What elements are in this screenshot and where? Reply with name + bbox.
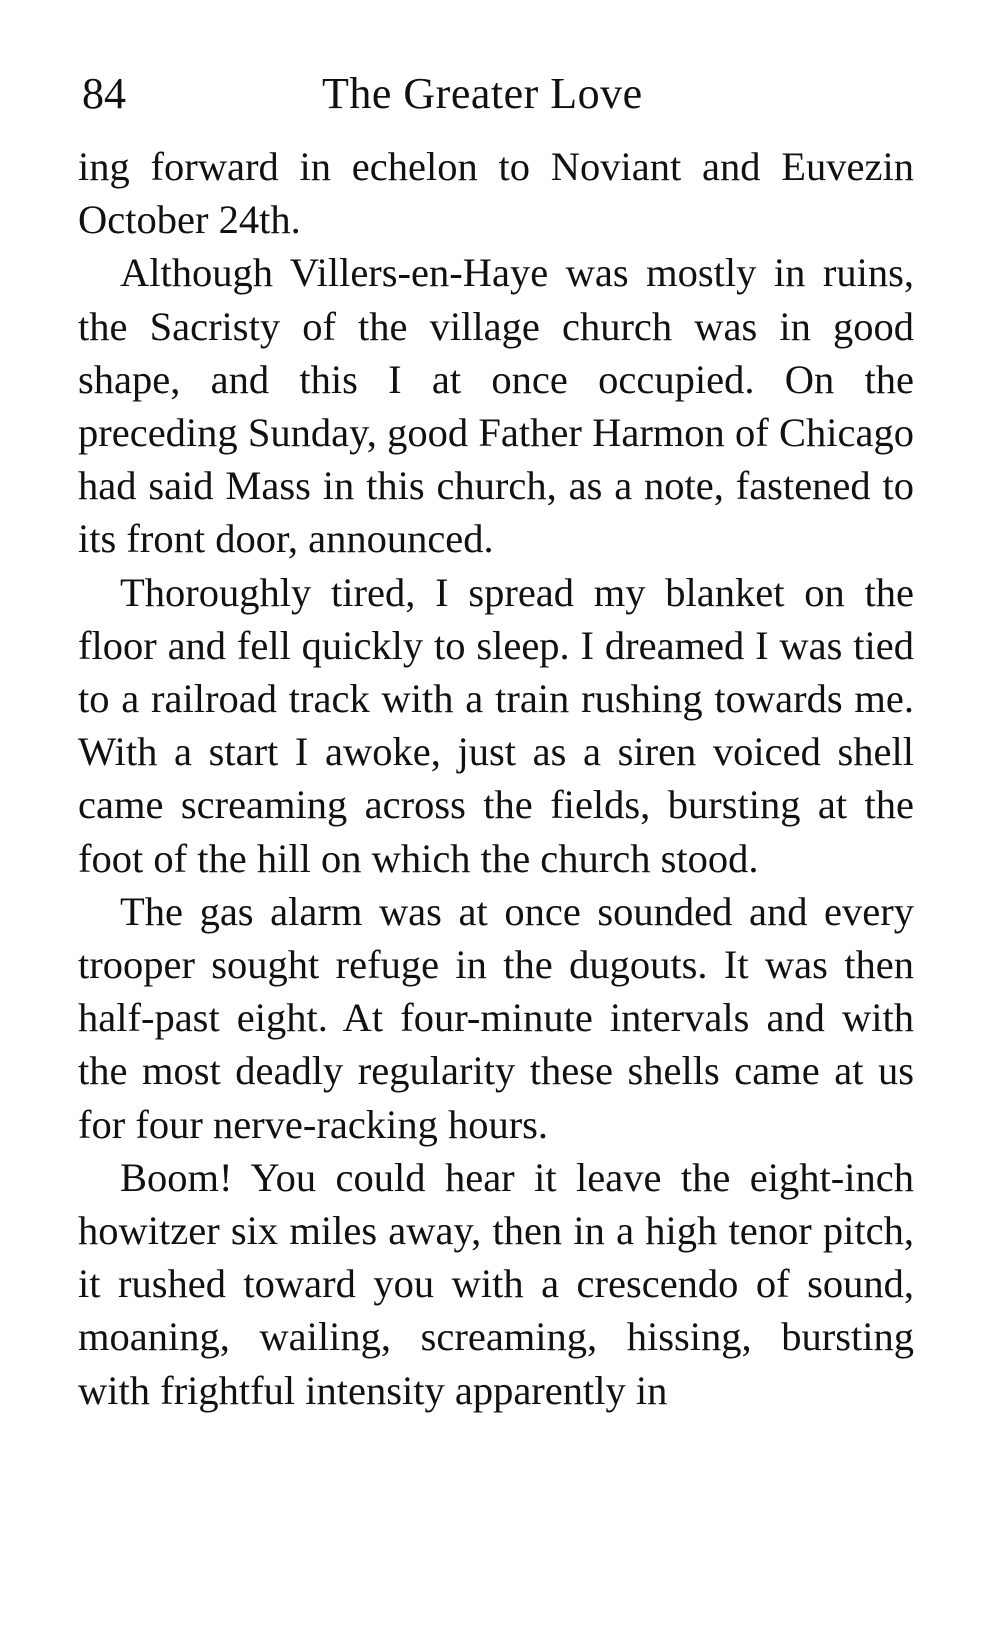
body-text xyxy=(78,140,914,1417)
paragraph: Thoroughly tired, I spread my blanket on the floor and fell quickly to sleep. I dreamed I was tied to a railroad track with a train rushing towards me. With a start I awoke, just as a siren voiced shell came screaming across the fields, bursting at the foot of the hill on which the church stood. xyxy=(78,569,914,881)
page-number: 84 xyxy=(82,69,126,118)
paragraph: The gas alarm was at once sounded and every trooper sought refuge in the dugouts. It was then half-past eight. At four-minute intervals and with the most deadly regularity these shells came at us for four nerve-racking hours. xyxy=(78,888,914,1147)
running-title: The Greater Love xyxy=(322,69,643,118)
paragraph: Although Villers-en-Haye was mostly in ruins, the Sacristy of the village church was in good shape, and this I at once occupied. On the preceding Sunday, good Father Harmon of Chicago had said Mass in this church, as a note, fastened to its front door, announced. xyxy=(78,250,914,562)
paragraph-continued: ing forward in echelon to Noviant and Euvezin October 24th. xyxy=(78,144,914,243)
paragraph: Boom! You could hear it leave the eight-inch howitzer six miles away, then in a high tenor pitch, it rushed toward you with a crescendo of sound, moaning, wailing, screaming, hissing, bursting with frightful intensity apparently in xyxy=(78,1154,914,1413)
running-head xyxy=(82,64,912,124)
